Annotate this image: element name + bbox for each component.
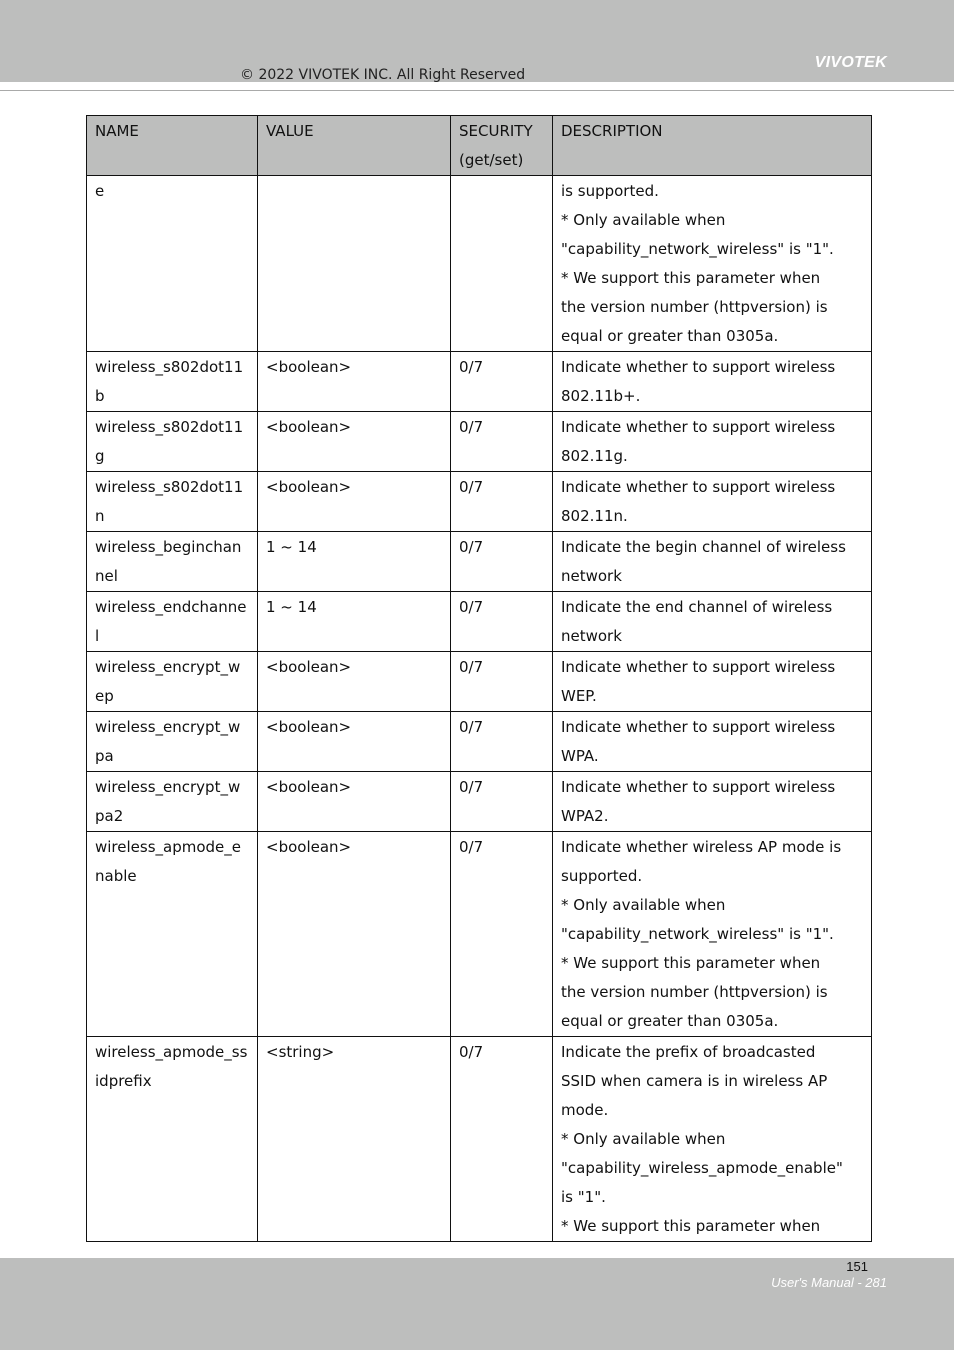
description-line: * We support this parameter when: [561, 1217, 821, 1235]
name-cell: wireless_apmode_enable: [87, 832, 258, 1037]
description-cell: [553, 532, 872, 592]
table-row: [87, 352, 872, 412]
description-line: network: [561, 627, 622, 645]
description-cell: [553, 176, 872, 352]
security-cell: 0/7: [451, 832, 553, 1037]
value-cell: <boolean>: [258, 652, 451, 712]
security-cell: 0/7: [451, 352, 553, 412]
description-line: "capability_wireless_apmode_enable": [561, 1159, 843, 1177]
description-line: equal or greater than 0305a.: [561, 327, 779, 345]
table-row: [87, 1037, 872, 1242]
value-cell: <boolean>: [258, 472, 451, 532]
description-line: * Only available when: [561, 1130, 726, 1148]
description-line: * We support this parameter when: [561, 269, 821, 287]
description-line: WEP.: [561, 687, 597, 705]
description-cell: [553, 592, 872, 652]
security-cell: 0/7: [451, 532, 553, 592]
security-cell: 0/7: [451, 592, 553, 652]
description-line: * Only available when: [561, 896, 726, 914]
description-line: 802.11g.: [561, 447, 628, 465]
table-header-row: [87, 116, 872, 176]
header-divider: [0, 90, 954, 91]
column-header-security-line: SECURITY: [459, 122, 533, 140]
description-line: Indicate whether to support wireless: [561, 478, 836, 496]
page-number: 151: [846, 1259, 868, 1274]
description-line: "capability_network_wireless" is "1".: [561, 240, 834, 258]
description-cell: [553, 712, 872, 772]
name-cell: e: [87, 176, 258, 352]
name-cell: wireless_encrypt_wep: [87, 652, 258, 712]
value-cell: <string>: [258, 1037, 451, 1242]
description-line: Indicate whether to support wireless: [561, 718, 836, 736]
value-cell: <boolean>: [258, 712, 451, 772]
column-header-description: DESCRIPTION: [553, 116, 872, 176]
value-cell: <boolean>: [258, 352, 451, 412]
description-line: the version number (httpversion) is: [561, 298, 828, 316]
description-line: the version number (httpversion) is: [561, 983, 828, 1001]
manual-page-label: User's Manual - 281: [771, 1275, 887, 1290]
footer-band: [0, 1258, 954, 1350]
description-line: SSID when camera is in wireless AP: [561, 1072, 828, 1090]
description-line: is "1".: [561, 1188, 606, 1206]
name-cell: wireless_s802dot11n: [87, 472, 258, 532]
description-line: * We support this parameter when: [561, 954, 821, 972]
description-cell: [553, 832, 872, 1037]
table-row: [87, 532, 872, 592]
description-cell: [553, 652, 872, 712]
description-line: Indicate whether to support wireless: [561, 418, 836, 436]
value-cell: <boolean>: [258, 412, 451, 472]
column-header-security: [451, 116, 553, 176]
description-line: Indicate the begin channel of wireless: [561, 538, 846, 556]
table-row: [87, 712, 872, 772]
security-cell: 0/7: [451, 472, 553, 532]
table-row: [87, 412, 872, 472]
description-cell: [553, 472, 872, 532]
description-line: 802.11n.: [561, 507, 628, 525]
description-line: Indicate whether to support wireless: [561, 358, 836, 376]
name-cell: wireless_s802dot11b: [87, 352, 258, 412]
description-line: WPA2.: [561, 807, 609, 825]
brand-logo-text: VIVOTEK: [814, 54, 887, 71]
security-cell: 0/7: [451, 772, 553, 832]
description-cell: [553, 772, 872, 832]
description-line: "capability_network_wireless" is "1".: [561, 925, 834, 943]
copyright-text: © 2022 VIVOTEK INC. All Right Reserved: [240, 67, 526, 83]
description-cell: [553, 352, 872, 412]
name-cell: wireless_encrypt_wpa2: [87, 772, 258, 832]
name-cell: wireless_apmode_ssidprefix: [87, 1037, 258, 1242]
parameter-table: [86, 115, 872, 1242]
security-cell: 0/7: [451, 1037, 553, 1242]
description-line: Indicate whether to support wireless: [561, 778, 836, 796]
table-row: [87, 772, 872, 832]
description-cell: [553, 412, 872, 472]
description-line: Indicate whether to support wireless: [561, 658, 836, 676]
value-cell: [258, 176, 451, 352]
description-line: WPA.: [561, 747, 599, 765]
value-cell: <boolean>: [258, 772, 451, 832]
description-line: is supported.: [561, 182, 659, 200]
description-line: supported.: [561, 867, 643, 885]
value-cell: 1 ~ 14: [258, 532, 451, 592]
description-line: equal or greater than 0305a.: [561, 1012, 779, 1030]
table-row: [87, 472, 872, 532]
description-line: network: [561, 567, 622, 585]
description-line: Indicate whether wireless AP mode is: [561, 838, 842, 856]
table-row: [87, 832, 872, 1037]
security-cell: [451, 176, 553, 352]
table-body: [87, 176, 872, 1242]
description-line: Indicate the end channel of wireless: [561, 598, 833, 616]
column-header-security-line: (get/set): [459, 151, 524, 169]
name-cell: wireless_beginchannel: [87, 532, 258, 592]
value-cell: 1 ~ 14: [258, 592, 451, 652]
description-line: * Only available when: [561, 211, 726, 229]
security-cell: 0/7: [451, 712, 553, 772]
value-cell: <boolean>: [258, 832, 451, 1037]
column-header-value: VALUE: [258, 116, 451, 176]
name-cell: wireless_encrypt_wpa: [87, 712, 258, 772]
column-header-name: NAME: [87, 116, 258, 176]
security-cell: 0/7: [451, 652, 553, 712]
table-row: [87, 176, 872, 352]
table-row: [87, 592, 872, 652]
description-cell: [553, 1037, 872, 1242]
description-line: mode.: [561, 1101, 609, 1119]
table-row: [87, 652, 872, 712]
name-cell: wireless_s802dot11g: [87, 412, 258, 472]
description-line: Indicate the prefix of broadcasted: [561, 1043, 816, 1061]
security-cell: 0/7: [451, 412, 553, 472]
name-cell: wireless_endchannel: [87, 592, 258, 652]
description-line: 802.11b+.: [561, 387, 641, 405]
